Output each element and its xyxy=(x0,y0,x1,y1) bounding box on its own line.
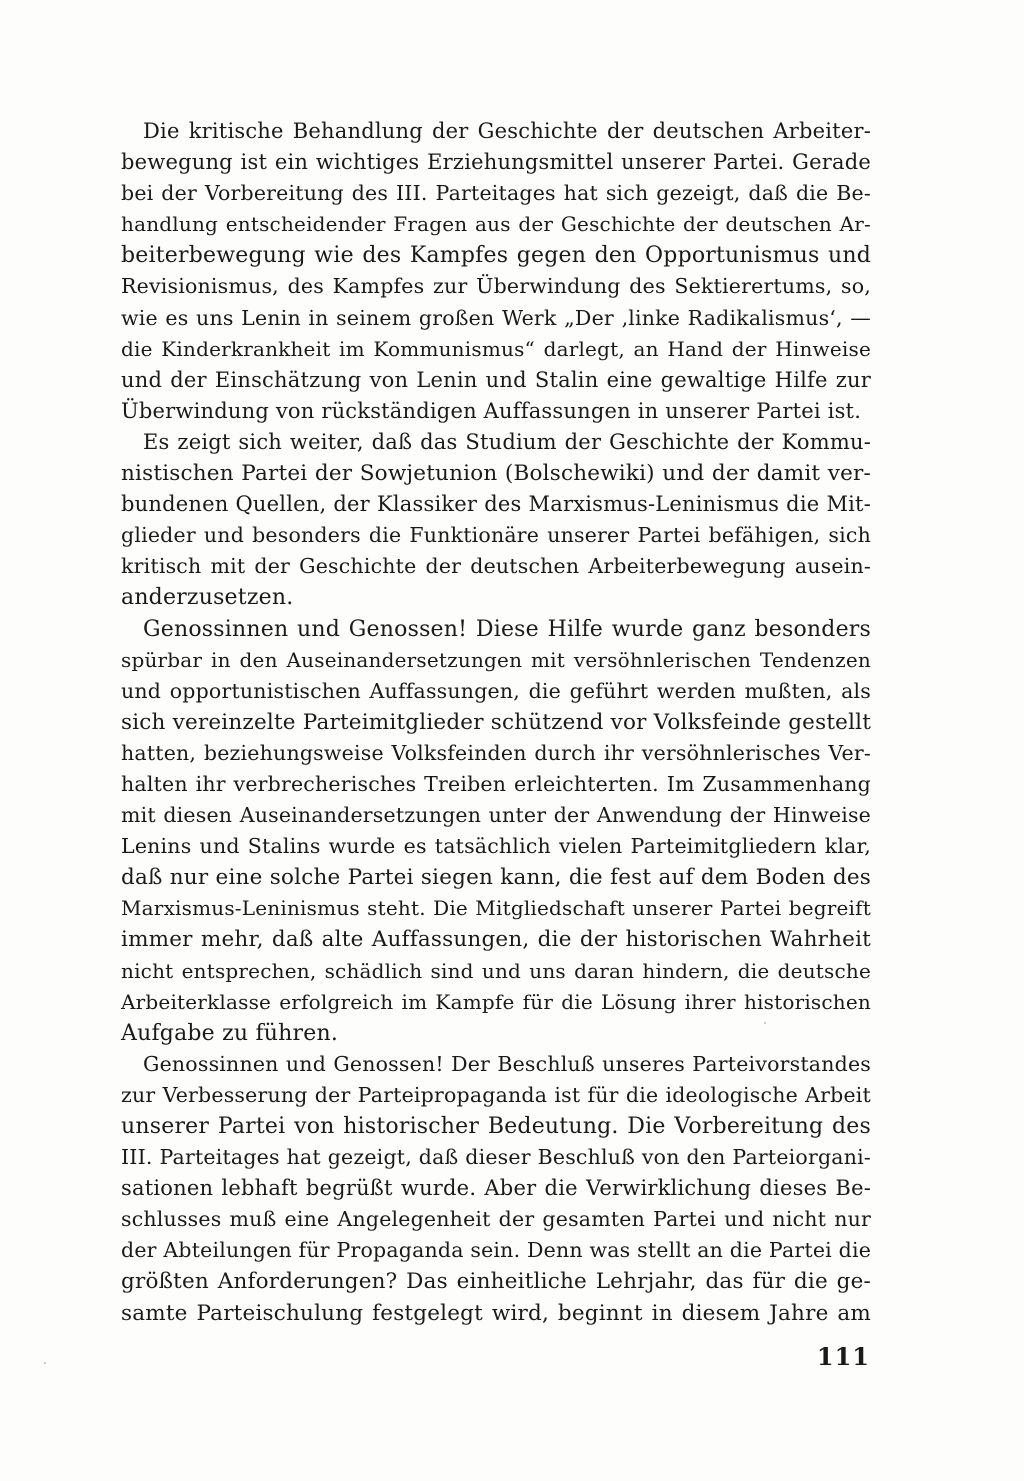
text-line: und opportunistischen Auffassungen, die geführt werden mußten, als xyxy=(121,678,871,703)
text-line: schlusses muß eine Angelegenheit der gesamten Partei und nicht nur xyxy=(121,1207,871,1232)
text-line: hatten, beziehungsweise Volksfeinden durch ihr versöhnlerisches Ver- xyxy=(121,740,871,765)
text-line: die Kinderkrankheit im Kommunismus“ darlegt, an Hand der Hinweise xyxy=(121,336,871,361)
body-text xyxy=(121,116,871,1329)
text-line: der Abteilungen für Propaganda sein. Denn was stellt an die Partei die xyxy=(121,1238,872,1263)
text-line: glieder und besonders die Funktionäre unserer Partei befähigen, sich xyxy=(121,523,871,548)
paper-speck xyxy=(764,1022,766,1024)
text-line: bei der Vorbereitung des III. Parteitages hat sich gezeigt, daß die Be- xyxy=(121,181,871,206)
text-line: Arbeiterklasse erfolgreich im Kampfe für die Lösung ihrer historischen xyxy=(121,989,871,1014)
text-line: samte Parteischulung festgelegt wird, beginnt in diesem Jahre am xyxy=(121,1300,871,1326)
text-line: Die kritische Behandlung der Geschichte der deutschen Arbeiter- xyxy=(143,119,871,143)
text-line: und der Einschätzung von Lenin und Stalin eine gewaltige Hilfe zur xyxy=(121,367,871,392)
text-line: spürbar in den Auseinandersetzungen mit versöhnlerischen Tendenzen xyxy=(121,647,871,672)
text-line: mit diesen Auseinandersetzungen unter der Anwendung der Hinweise xyxy=(121,803,871,828)
text-line: nistischen Partei der Sowjetunion (Bolschewiki) und der damit ver- xyxy=(121,461,871,487)
text-line: immer mehr, daß alte Auffassungen, die der historischen Wahrheit xyxy=(121,927,871,953)
text-line: sationen lebhaft begrüßt wurde. Aber die Verwirklichung dieses Be- xyxy=(121,1176,871,1201)
text-line: Genossinnen und Genossen! Diese Hilfe wurde ganz besonders xyxy=(143,616,871,642)
text-line: bundenen Quellen, der Klassiker des Marxismus-Leninismus die Mit- xyxy=(121,492,871,517)
text-line: anderzusetzen. xyxy=(121,585,294,611)
text-line: unserer Partei von historischer Bedeutung. Die Vorbereitung des xyxy=(121,1114,871,1139)
text-line: beiterbewegung wie des Kampfes gegen den Opportunismus und xyxy=(121,243,871,269)
text-line: Lenins und Stalins wurde es tatsächlich vielen Parteimitgliedern klar, xyxy=(121,834,871,859)
text-line: handlung entscheidender Fragen aus der Geschichte der deutschen Ar- xyxy=(121,212,871,237)
text-line: Marxismus-Leninismus steht. Die Mitgliedschaft unserer Partei begreift xyxy=(121,896,871,921)
text-line: Revisionismus, des Kampfes zur Überwindung des Sektierertums, so, xyxy=(121,274,871,299)
text-line: sich vereinzelte Parteimitglieder schützend vor Volksfeinde gestellt xyxy=(121,709,872,735)
text-line: III. Parteitages hat gezeigt, daß dieser Beschluß von den Parteiorgani- xyxy=(121,1145,871,1170)
page-number: 111 xyxy=(816,1342,870,1371)
text-line: daß nur eine solche Partei siegen kann, die fest auf dem Boden des xyxy=(121,865,871,891)
text-line: bewegung ist ein wichtiges Erziehungsmittel unserer Partei. Gerade xyxy=(121,150,871,175)
text-line: Aufgabe zu führen. xyxy=(121,1020,339,1046)
text-line: Genossinnen und Genossen! Der Beschluß unseres Parteivorstandes xyxy=(143,1051,871,1076)
paper-speck xyxy=(44,1362,46,1364)
text-line: kritisch mit der Geschichte der deutschen Arbeiterbewegung ausein- xyxy=(121,554,871,579)
text-line: Es zeigt sich weiter, daß das Studium der Geschichte der Kommu- xyxy=(143,429,871,454)
text-line: zur Verbesserung der Parteipropaganda ist für die ideologische Arbeit xyxy=(121,1082,871,1107)
text-line: nicht entsprechen, schädlich sind und uns daran hindern, die deutsche xyxy=(121,958,871,983)
text-line: wie es uns Lenin in seinem großen Werk „Der ‚linke Radikalismus‘, — xyxy=(121,305,871,330)
text-line: größten Anforderungen? Das einheitliche Lehrjahr, das für die ge- xyxy=(121,1269,871,1295)
text-line: Überwindung von rückständigen Auffassungen in unserer Partei ist. xyxy=(121,398,862,423)
text-line: halten ihr verbrecherisches Treiben erleichterten. Im Zusammenhang xyxy=(121,771,871,796)
